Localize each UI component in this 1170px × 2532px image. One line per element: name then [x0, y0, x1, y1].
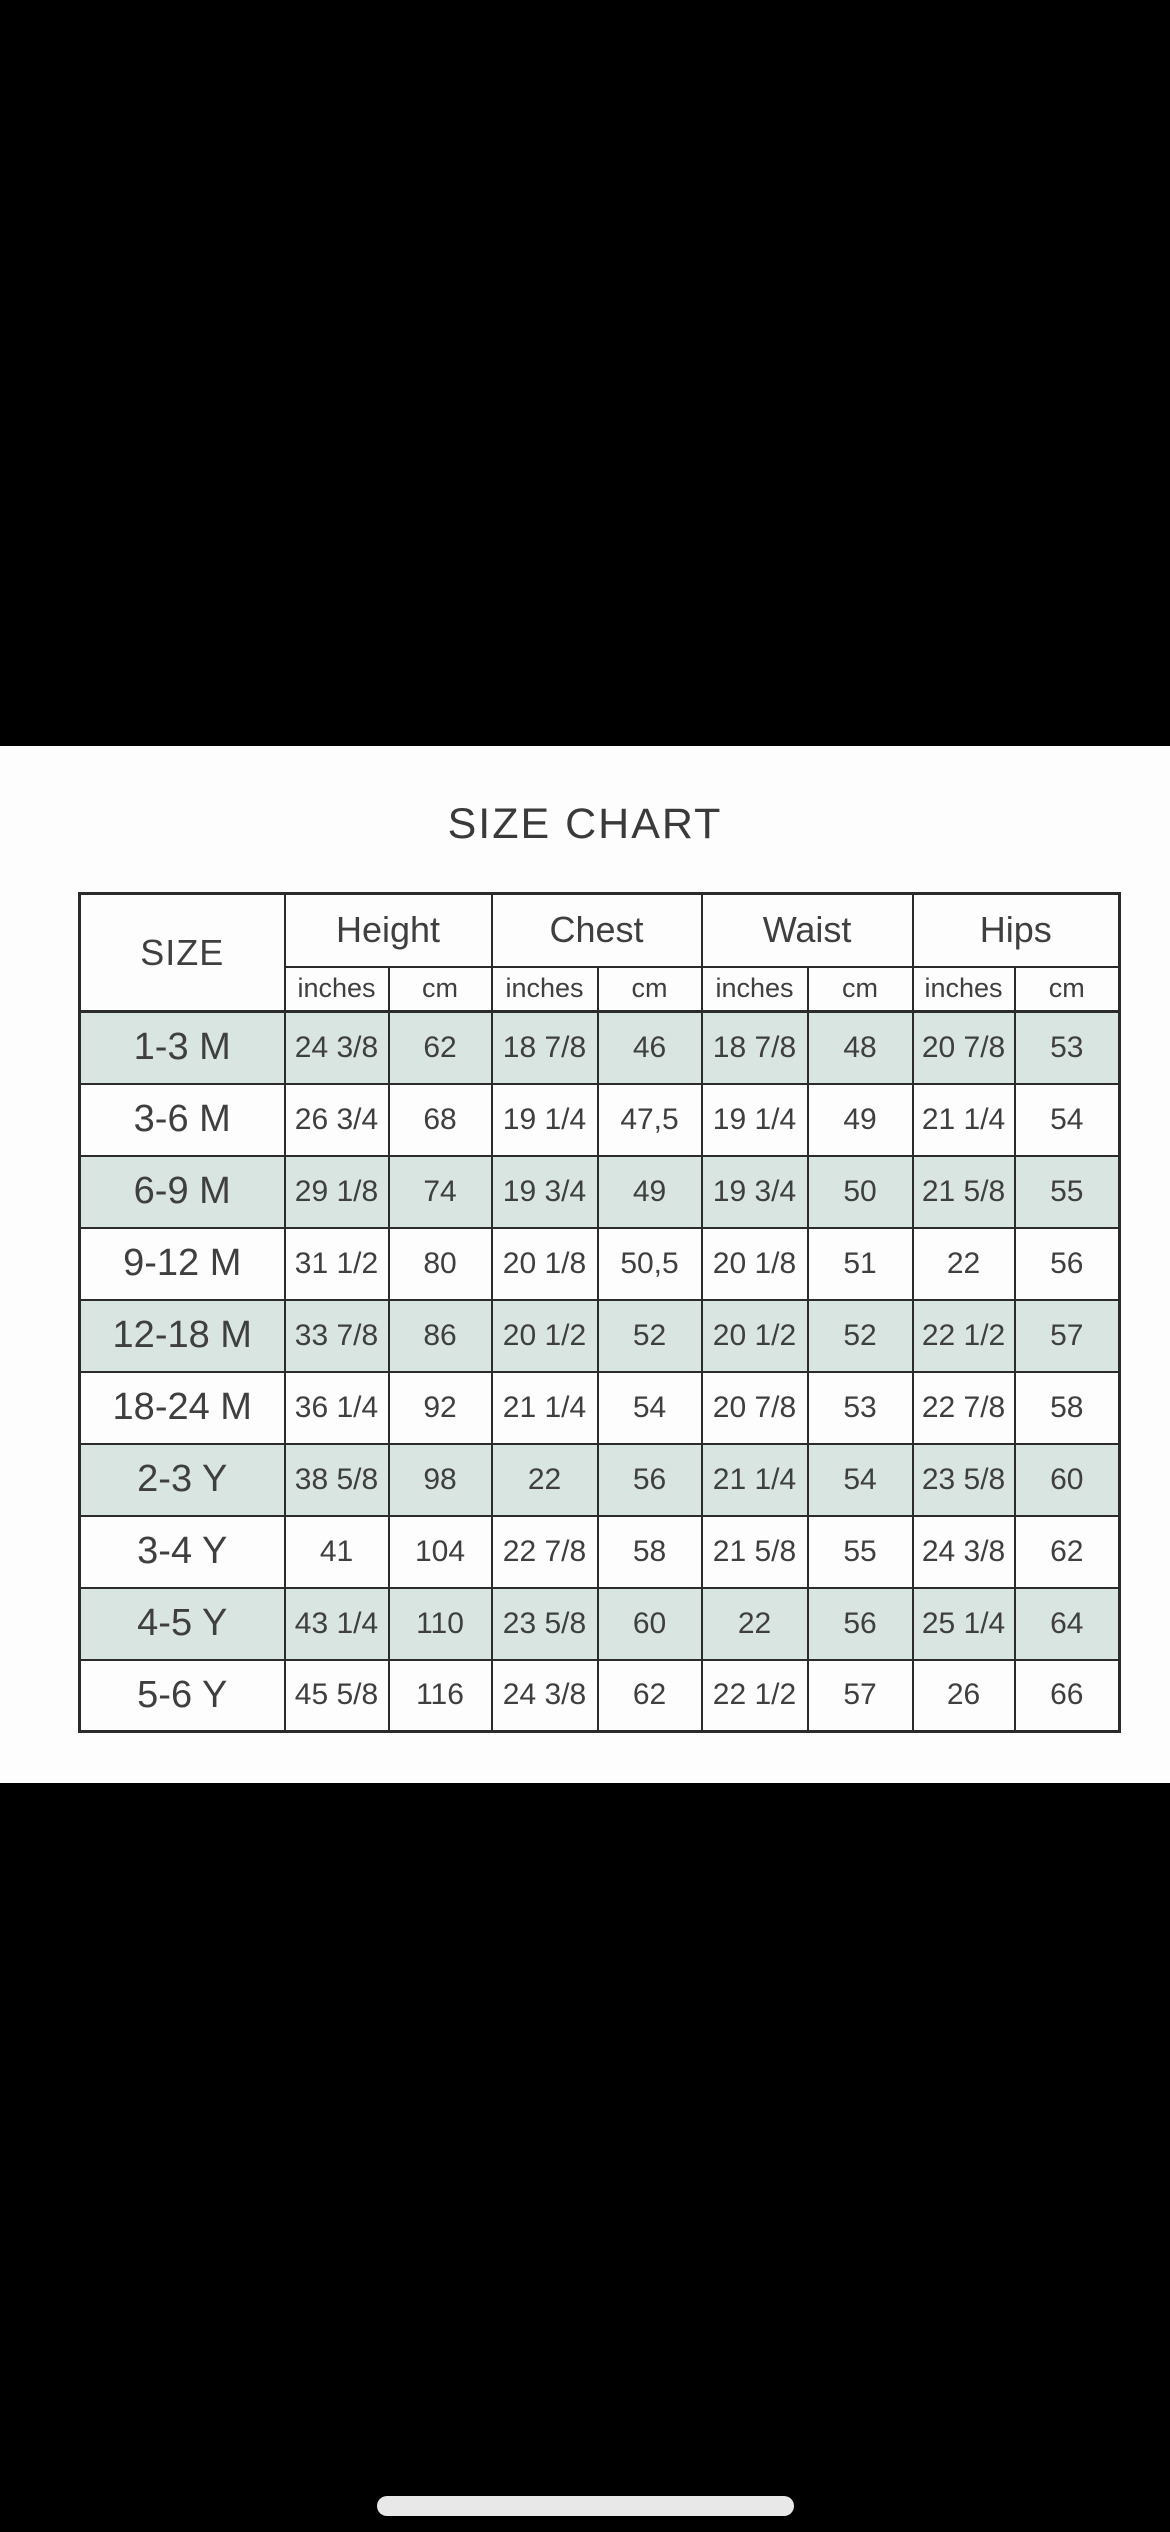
measurement-cell: 20 7/8 — [702, 1372, 808, 1444]
measurement-cell: 22 — [913, 1228, 1015, 1300]
measurement-cell: 24 3/8 — [285, 1012, 389, 1084]
measurement-cell: 55 — [1015, 1156, 1120, 1228]
column-header-chest: Chest — [492, 894, 702, 967]
measurement-cell: 21 5/8 — [702, 1516, 808, 1588]
table-row — [80, 1660, 1120, 1732]
measurement-cell: 25 1/4 — [913, 1588, 1015, 1660]
size-cell: 2-3 Y — [80, 1444, 285, 1516]
measurement-cell: 22 — [492, 1444, 598, 1516]
unit-header-hips-cm: cm — [1015, 967, 1120, 1012]
measurement-cell: 58 — [1015, 1372, 1120, 1444]
measurement-cell: 22 7/8 — [492, 1516, 598, 1588]
size-cell: 9-12 M — [80, 1228, 285, 1300]
measurement-cell: 60 — [598, 1588, 702, 1660]
unit-header-chest-cm: cm — [598, 967, 702, 1012]
measurement-cell: 62 — [598, 1660, 702, 1732]
measurement-cell: 54 — [808, 1444, 913, 1516]
size-cell: 3-6 M — [80, 1084, 285, 1156]
measurement-cell: 21 1/4 — [492, 1372, 598, 1444]
measurement-cell: 66 — [1015, 1660, 1120, 1732]
measurement-cell: 54 — [1015, 1084, 1120, 1156]
measurement-cell: 22 — [702, 1588, 808, 1660]
measurement-cell: 54 — [598, 1372, 702, 1444]
column-header-size: SIZE — [80, 894, 285, 1012]
measurement-cell: 53 — [808, 1372, 913, 1444]
measurement-cell: 57 — [808, 1660, 913, 1732]
size-cell: 6-9 M — [80, 1156, 285, 1228]
measurement-cell: 58 — [598, 1516, 702, 1588]
measurement-cell: 50,5 — [598, 1228, 702, 1300]
measurement-cell: 92 — [389, 1372, 492, 1444]
table-row — [80, 1300, 1120, 1372]
size-cell: 4-5 Y — [80, 1588, 285, 1660]
measurement-cell: 24 3/8 — [492, 1660, 598, 1732]
measurement-cell: 33 7/8 — [285, 1300, 389, 1372]
unit-header-chest-inches: inches — [492, 967, 598, 1012]
measurement-cell: 57 — [1015, 1300, 1120, 1372]
table-row — [80, 1084, 1120, 1156]
size-cell: 12-18 M — [80, 1300, 285, 1372]
measurement-cell: 23 5/8 — [913, 1444, 1015, 1516]
measurement-cell: 24 3/8 — [913, 1516, 1015, 1588]
measurement-cell: 38 5/8 — [285, 1444, 389, 1516]
measurement-cell: 49 — [808, 1084, 913, 1156]
column-header-hips: Hips — [913, 894, 1120, 967]
measurement-cell: 50 — [808, 1156, 913, 1228]
table-row — [80, 1516, 1120, 1588]
measurement-cell: 20 1/2 — [702, 1300, 808, 1372]
table-row — [80, 1228, 1120, 1300]
measurement-cell: 19 3/4 — [702, 1156, 808, 1228]
measurement-cell: 29 1/8 — [285, 1156, 389, 1228]
size-chart-image — [0, 746, 1170, 1783]
measurement-cell: 47,5 — [598, 1084, 702, 1156]
measurement-cell: 98 — [389, 1444, 492, 1516]
measurement-cell: 26 — [913, 1660, 1015, 1732]
unit-header-waist-cm: cm — [808, 967, 913, 1012]
measurement-cell: 48 — [808, 1012, 913, 1084]
home-indicator[interactable] — [377, 2496, 794, 2516]
measurement-cell: 19 1/4 — [702, 1084, 808, 1156]
measurement-cell: 20 7/8 — [913, 1012, 1015, 1084]
measurement-cell: 64 — [1015, 1588, 1120, 1660]
table-row — [80, 1012, 1120, 1084]
measurement-cell: 68 — [389, 1084, 492, 1156]
unit-header-waist-inches: inches — [702, 967, 808, 1012]
measurement-cell: 60 — [1015, 1444, 1120, 1516]
measurement-cell: 62 — [1015, 1516, 1120, 1588]
measurement-cell: 116 — [389, 1660, 492, 1732]
size-cell: 18-24 M — [80, 1372, 285, 1444]
measurement-cell: 56 — [598, 1444, 702, 1516]
unit-header-height-cm: cm — [389, 967, 492, 1012]
table-row — [80, 1444, 1120, 1516]
size-chart-table — [78, 892, 1121, 1733]
column-header-waist: Waist — [702, 894, 913, 967]
table-header-row — [80, 894, 1120, 967]
measurement-cell: 22 1/2 — [913, 1300, 1015, 1372]
measurement-cell: 21 1/4 — [702, 1444, 808, 1516]
measurement-cell: 52 — [598, 1300, 702, 1372]
measurement-cell: 110 — [389, 1588, 492, 1660]
measurement-cell: 20 1/8 — [492, 1228, 598, 1300]
measurement-cell: 56 — [808, 1588, 913, 1660]
measurement-cell: 31 1/2 — [285, 1228, 389, 1300]
measurement-cell: 80 — [389, 1228, 492, 1300]
measurement-cell: 51 — [808, 1228, 913, 1300]
measurement-cell: 20 1/8 — [702, 1228, 808, 1300]
measurement-cell: 56 — [1015, 1228, 1120, 1300]
page-title: SIZE CHART — [447, 800, 723, 848]
measurement-cell: 21 1/4 — [913, 1084, 1015, 1156]
measurement-cell: 86 — [389, 1300, 492, 1372]
column-header-height: Height — [285, 894, 492, 967]
measurement-cell: 18 7/8 — [702, 1012, 808, 1084]
measurement-cell: 49 — [598, 1156, 702, 1228]
measurement-cell: 46 — [598, 1012, 702, 1084]
measurement-cell: 22 7/8 — [913, 1372, 1015, 1444]
size-cell: 5-6 Y — [80, 1660, 285, 1732]
measurement-cell: 18 7/8 — [492, 1012, 598, 1084]
measurement-cell: 19 3/4 — [492, 1156, 598, 1228]
measurement-cell: 74 — [389, 1156, 492, 1228]
measurement-cell: 55 — [808, 1516, 913, 1588]
measurement-cell: 22 1/2 — [702, 1660, 808, 1732]
measurement-cell: 62 — [389, 1012, 492, 1084]
measurement-cell: 23 5/8 — [492, 1588, 598, 1660]
measurement-cell: 19 1/4 — [492, 1084, 598, 1156]
measurement-cell: 20 1/2 — [492, 1300, 598, 1372]
unit-header-hips-inches: inches — [913, 967, 1015, 1012]
measurement-cell: 21 5/8 — [913, 1156, 1015, 1228]
table-row — [80, 1156, 1120, 1228]
size-cell: 1-3 M — [80, 1012, 285, 1084]
measurement-cell: 36 1/4 — [285, 1372, 389, 1444]
measurement-cell: 53 — [1015, 1012, 1120, 1084]
table-row — [80, 1588, 1120, 1660]
measurement-cell: 41 — [285, 1516, 389, 1588]
measurement-cell: 43 1/4 — [285, 1588, 389, 1660]
unit-header-height-inches: inches — [285, 967, 389, 1012]
measurement-cell: 45 5/8 — [285, 1660, 389, 1732]
size-table-body — [80, 1012, 1120, 1732]
table-row — [80, 1372, 1120, 1444]
size-cell: 3-4 Y — [80, 1516, 285, 1588]
measurement-cell: 104 — [389, 1516, 492, 1588]
measurement-cell: 26 3/4 — [285, 1084, 389, 1156]
measurement-cell: 52 — [808, 1300, 913, 1372]
